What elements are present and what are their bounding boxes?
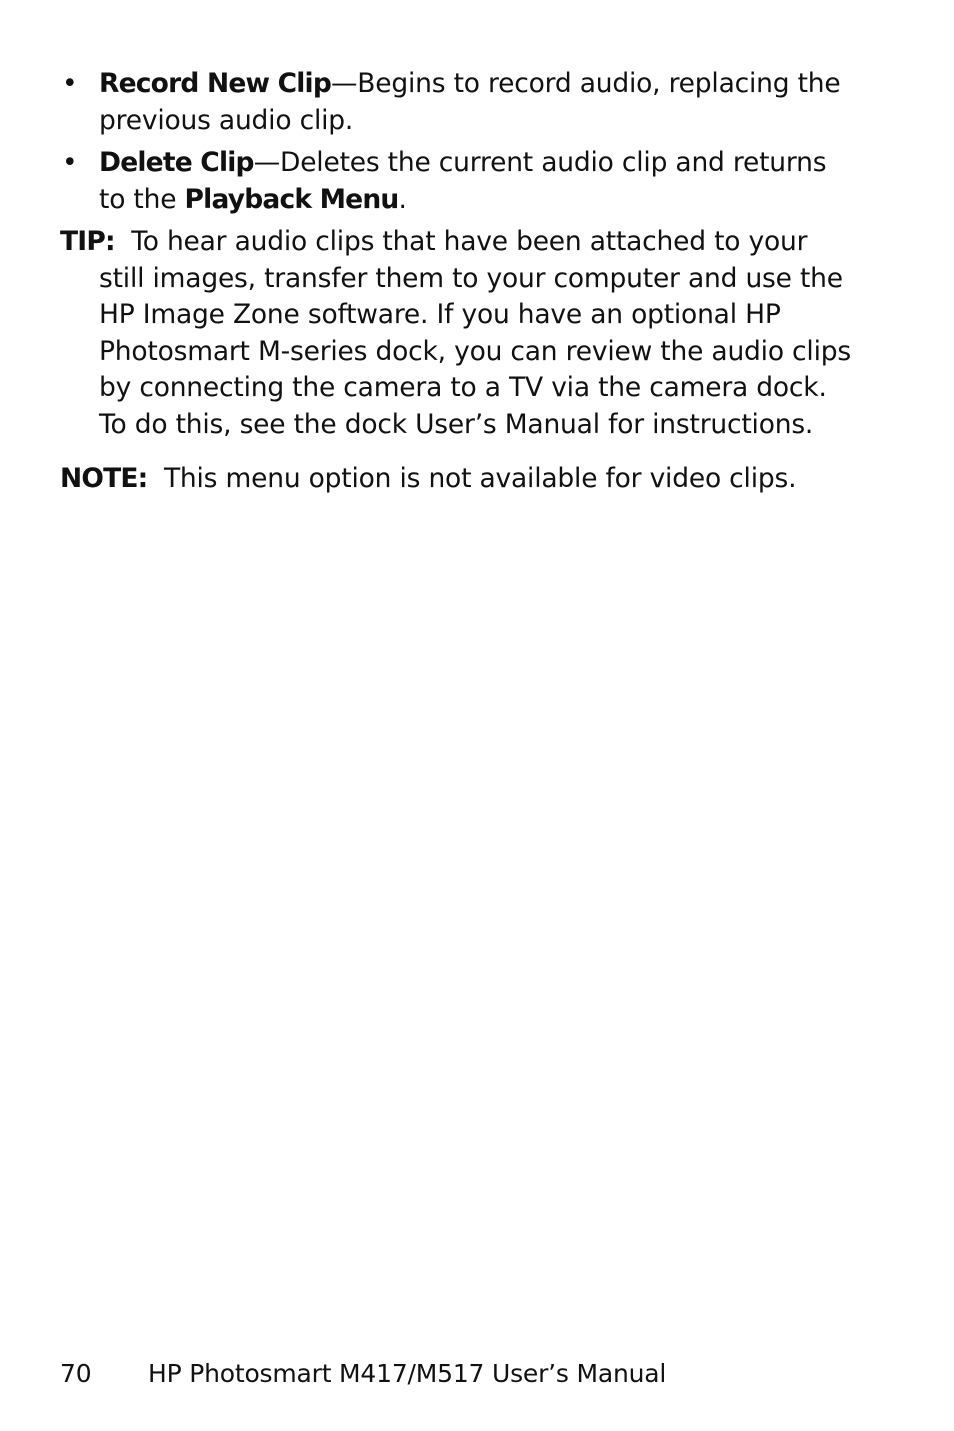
description-delete-clip: —Deletes the current audio clip and returns to the: [99, 147, 827, 215]
tip-block: [60, 224, 860, 443]
note-label: NOTE:: [60, 463, 148, 494]
note-block: [60, 461, 860, 498]
description-record-new-clip: —Begins to record audio, replacing the previous audio clip.: [99, 68, 841, 136]
tip-text: To hear audio clips that have been attached to your still images, transfer them to your computer and use the HP Image Zone software. If you have an optional HP Photosmart M-series dock, you can review the audio clips by connecting the camera to a TV via the camera dock. To do this, see the dock User’s Manual for instructions.: [99, 226, 851, 440]
list-item-record-new-clip: [60, 66, 860, 139]
page-number: 70: [60, 1359, 92, 1388]
menu-name-playback: Playback Menu: [184, 183, 399, 215]
tip-label: TIP:: [60, 226, 115, 257]
page-footer: [60, 1356, 666, 1392]
term-delete-clip: Delete Clip: [99, 147, 254, 178]
note-text: This menu option is not available for video clips.: [163, 463, 797, 494]
bullet-icon: •: [62, 68, 78, 99]
bullet-icon: •: [62, 147, 78, 178]
list-item-delete-clip: [60, 145, 860, 218]
description-delete-clip-end: .: [398, 183, 407, 215]
page-body: [60, 66, 860, 498]
manual-title: HP Photosmart M417/M517 User’s Manual: [148, 1359, 667, 1388]
term-record-new-clip: Record New Clip: [99, 68, 331, 99]
